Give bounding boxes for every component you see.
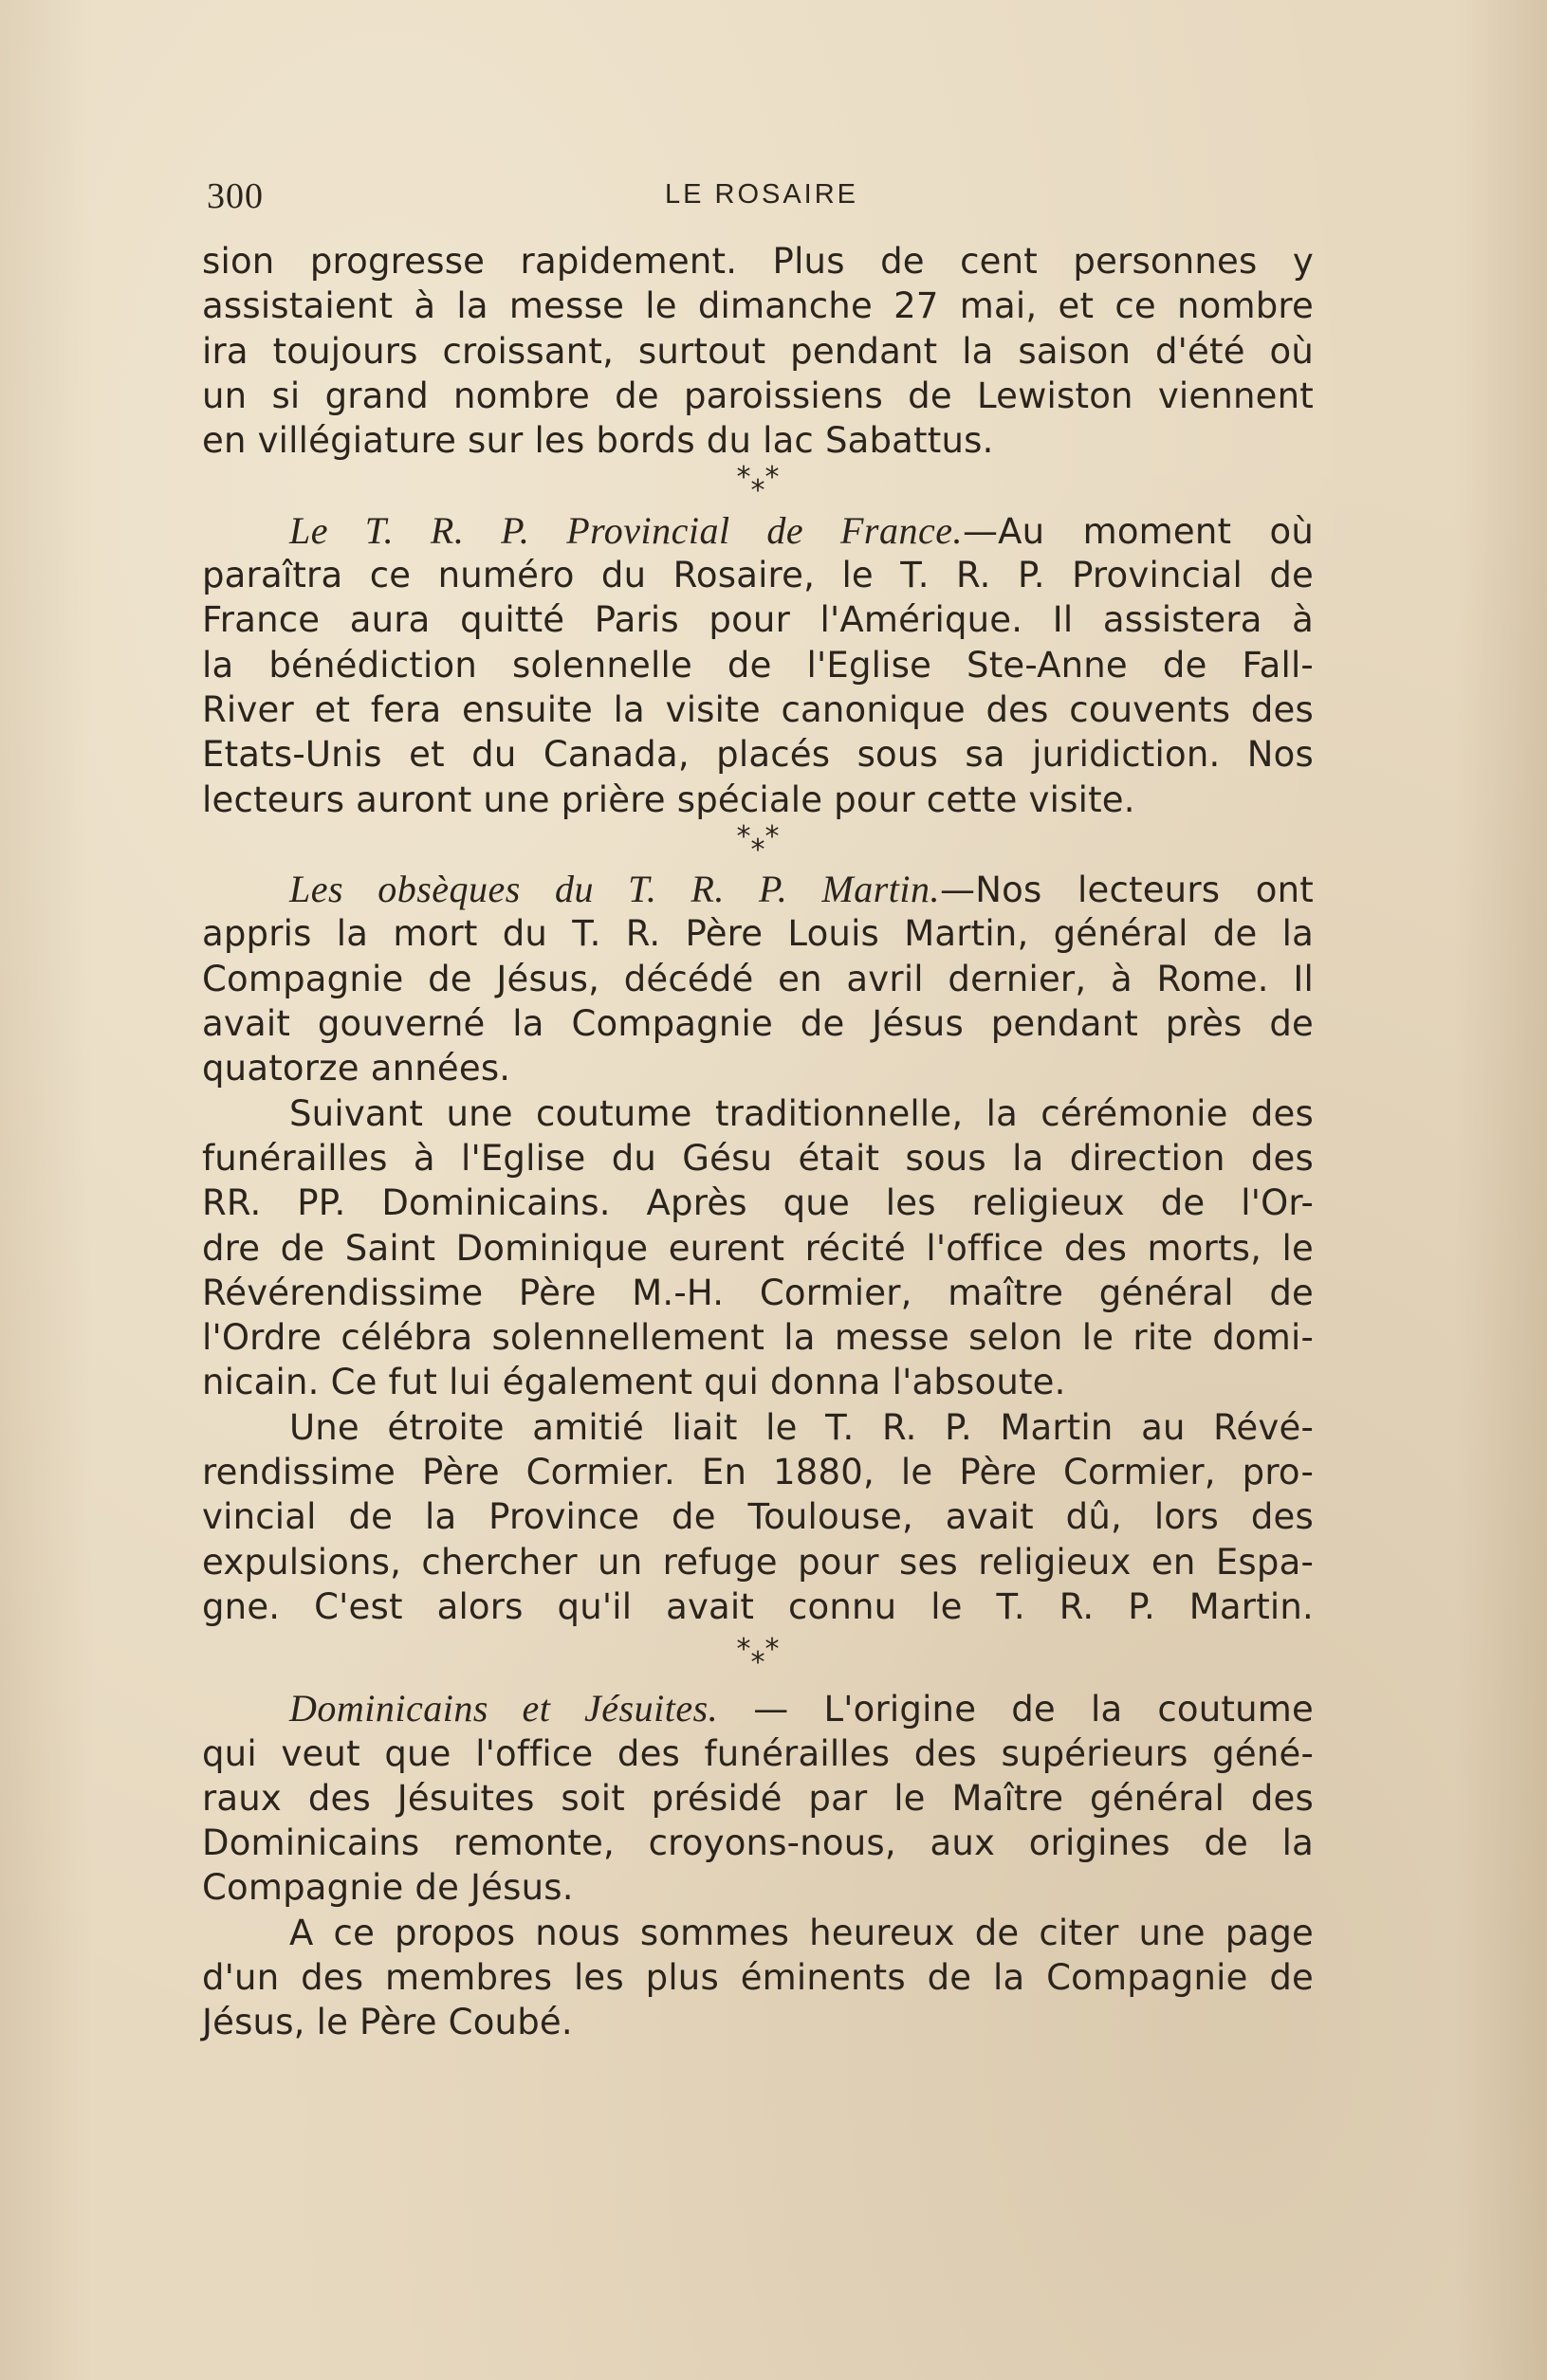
text-line: dre de Saint Dominique eurent récité l'office des morts, le — [202, 1227, 1314, 1269]
text-line: gne. C'est alors qu'il avait connu le T. R. P. Martin. — [202, 1585, 1314, 1627]
running-head — [207, 175, 1317, 217]
text-line: lecteurs auront une prière spéciale pour cette visite. — [202, 778, 1135, 820]
asterisk: * — [750, 1646, 765, 1680]
asterisk: * — [736, 461, 751, 495]
asterism-separator — [202, 819, 1314, 867]
text-line: l'Ordre célébra solennellement la messe selon le rite domi- — [202, 1317, 1314, 1359]
asterisk: * — [736, 1633, 751, 1667]
text-line: France aura quitté Paris pour l'Amérique. Il assistera à — [202, 599, 1314, 641]
text-line: funérailles à l'Eglise du Gésu était sous la direction des — [202, 1137, 1314, 1179]
section-title-martin: Les obsèques du T. R. P. Martin. — [289, 868, 941, 911]
text-line: un si grand nombre de paroissiens de Lewiston viennent — [202, 375, 1314, 416]
text-line: quatorze années. — [202, 1048, 511, 1089]
text-line: Dominicains remonte, croyons-nous, aux origines de la — [202, 1822, 1314, 1864]
text-line: qui veut que l'office des funérailles des supérieurs géné- — [202, 1732, 1314, 1774]
text-line: A ce propos nous sommes heureux de citer une page — [289, 1912, 1314, 1953]
text-line: Révérendissime Père M.-H. Cormier, maître général de — [202, 1272, 1314, 1313]
text-line: Compagnie de Jésus. — [202, 1867, 574, 1909]
text-line: rendissime Père Cormier. En 1880, le Père Cormier, pro- — [202, 1452, 1314, 1493]
text-line: en villégiature sur les bords du lac Sabattus. — [202, 420, 994, 462]
asterisk: * — [764, 461, 780, 495]
section-first-line-text: —Au moment où — [962, 510, 1314, 552]
asterisk: * — [750, 474, 765, 508]
text-line: avait gouverné la Compagnie de Jésus pendant près de — [202, 1003, 1314, 1045]
text-line: sion progresse rapidement. Plus de cent personnes y — [202, 241, 1314, 282]
text-line: raux des Jésuites soit présidé par le Maître général des — [202, 1777, 1314, 1819]
running-title: LE ROSAIRE — [664, 179, 859, 210]
text-line: Suivant une coutume traditionnelle, la cérémonie des — [289, 1092, 1314, 1134]
section-first-line-text: —Nos lecteurs ont — [940, 870, 1314, 911]
text-line: Jésus, le Père Coubé. — [202, 2002, 573, 2043]
asterisk: * — [736, 819, 751, 853]
text-line: River et fera ensuite la visite canonique des couvents des — [202, 688, 1314, 730]
text-line: appris la mort du T. R. Père Louis Martin, général de la — [202, 913, 1314, 955]
section-title-dominicains: Dominicains et Jésuites. — [289, 1687, 719, 1730]
asterisk: * — [764, 819, 780, 853]
text-line: paraîtra ce numéro du Rosaire, le T. R. P. Provincial de — [202, 555, 1314, 596]
section-first-line — [202, 867, 1314, 911]
section-title-provincial: Le T. R. P. Provincial de France. — [289, 508, 963, 552]
text-line: vincial de la Province de Toulouse, avait dû, lors des — [202, 1496, 1314, 1538]
text-line: Compagnie de Jésus, décédé en avril dernier, à Rome. Il — [202, 958, 1314, 999]
text-line: RR. PP. Dominicains. Après que les religieux de l'Or- — [202, 1182, 1314, 1224]
text-line: d'un des membres les plus éminents de la Compagnie de — [202, 1956, 1314, 1998]
section-first-line-text: — L'origine de la coutume — [718, 1689, 1314, 1730]
body-text — [202, 239, 1314, 2045]
text-line: expulsions, chercher un refuge pour ses religieux en Espa- — [202, 1541, 1314, 1583]
text-line: ira toujours croissant, surtout pendant la saison d'été où — [202, 330, 1314, 372]
section-first-line — [202, 508, 1314, 553]
text-line: nicain. Ce fut lui également qui donna l'absoute. — [202, 1362, 1066, 1403]
text-line: Une étroite amitié liait le T. R. P. Martin au Révé- — [289, 1406, 1314, 1448]
page-number: 300 — [207, 176, 264, 216]
asterism-separator — [202, 463, 1314, 507]
asterisk: * — [750, 833, 765, 867]
text-line: la bénédiction solennelle de l'Eglise Ste-Anne de Fall- — [202, 644, 1314, 686]
section-first-line — [202, 1686, 1314, 1730]
text-line: Etats-Unis et du Canada, placés sous sa juridiction. Nos — [202, 734, 1314, 776]
asterisk: * — [764, 1633, 780, 1667]
asterism-separator — [202, 1629, 1314, 1686]
text-line: assistaient à la messe le dimanche 27 mai, et ce nombre — [202, 285, 1314, 327]
